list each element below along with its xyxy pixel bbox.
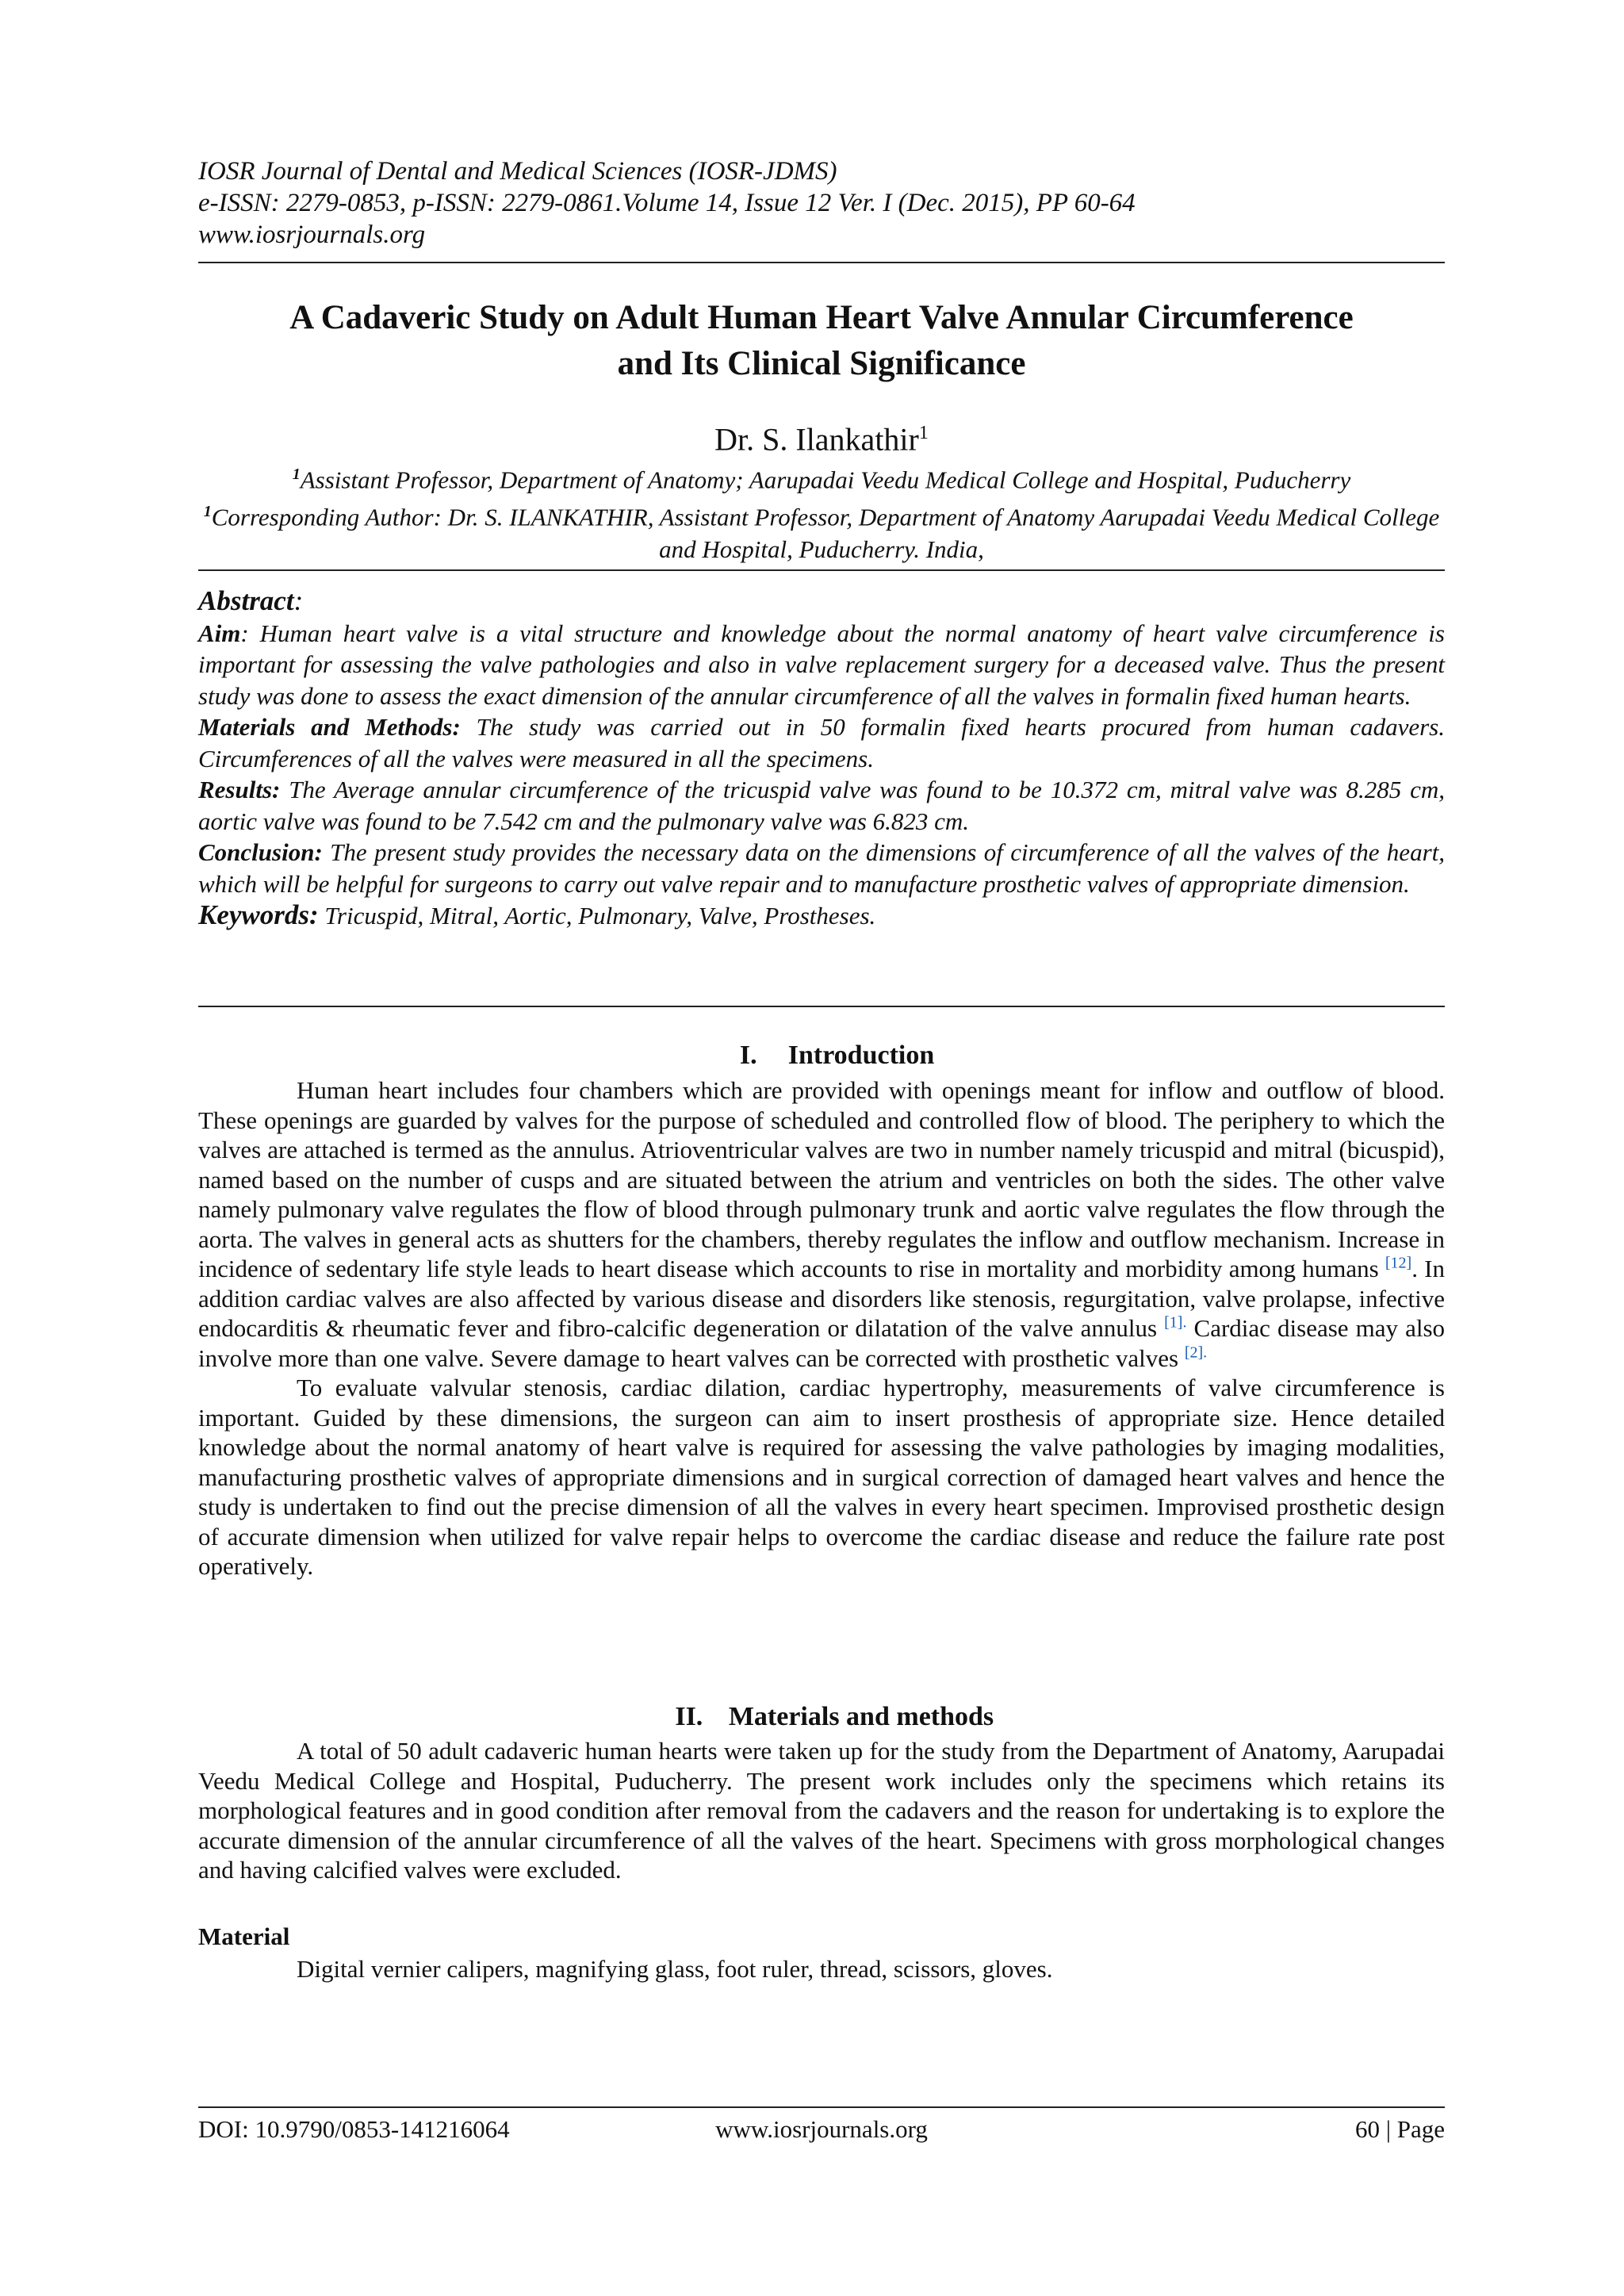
keywords-text: Tricuspid, Mitral, Aortic, Pulmonary, Valve, Prostheses. (318, 902, 876, 930)
intro-paragraph-1: Human heart includes four chambers which are provided with openings meant for inflow and outflow of blood. These openings are guarded by valves for the purpose of scheduled and controlled flow of blood. The periphery to which the valves are attached is termed as the annulus. Atrioventricular valves are two in number namely tricuspid and mitral (bicuspid), named based on the number of cusps and are situated between the atrium and ventricles on both the sides. The other valve namely pulmonary valve regulates the flow of blood through pulmonary trunk and aortic valve regulates the flow through the aorta. The valves in general acts as shutters for the chambers, thereby regulates the inflow and outflow mechanism. Increase in incidence of sedentary life style leads to heart disease which accounts to rise in mortality and morbidity among humans [12]. In addition cardiac valves are also affected by various disease and disorders like stenosis, regurgitation, valve prolapse, infective endocarditis & rheumatic fever and fibro-calcific degeneration or dilatation of the valve annulus $^{[1].}$ Cardiac disease may also involve more than one valve. Severe damage to heart valves can be corrected with prosthetic valves $^{[2].}$ (198, 1076, 1446, 1372)
methods-number: II. (675, 1702, 703, 1731)
affiliation-2-superscript: 1 (203, 503, 212, 521)
methods-title: Materials and methods (728, 1702, 994, 1731)
intro-number: I. (739, 1041, 757, 1070)
author-name (198, 414, 1445, 458)
material-heading: Material (198, 1922, 290, 1950)
author-name-text: Dr. S. Ilankathir (714, 421, 919, 458)
footer-rule (198, 2106, 1445, 2108)
keywords-label: Keywords: (198, 899, 319, 930)
author-affiliations (198, 458, 1445, 565)
footer-doi: DOI: 10.9790/0853-141216064 (198, 2115, 510, 2143)
intro-heading (198, 1040, 1445, 1071)
abstract-top-rule (198, 569, 1445, 571)
journal-issn: e-ISSN: 2279-0853, p-ISSN: 2279-0861.Volume 14, Issue 12 Ver. I (Dec. 2015), PP 60-64 (198, 189, 1136, 217)
conclusion-text: The present study provides the necessary data on the dimensions of circumference of all the valves of the heart, which will be helpful for surgeons to carry out valve repair and to manufacture prosthetic valves of appropriate dimension. (198, 838, 1445, 898)
abstract-heading: Abstract (198, 585, 294, 616)
citation-2[interactable]: [2]. (1184, 1343, 1208, 1362)
results-label: Results: (198, 776, 281, 803)
abstract-keywords (198, 899, 1445, 932)
header-rule (198, 262, 1445, 263)
aim-label: Aim (198, 619, 241, 647)
author-superscript: 1 (918, 423, 929, 443)
abstract-bottom-rule (198, 1006, 1445, 1007)
intro-paragraph-2: To evaluate valvular stenosis, cardiac dilation, cardiac hypertrophy, measurements of valve circumference is important. Guided by these dimensions, the surgeon can aim to insert prosthesis of appropriate size. Hence detailed knowledge about the normal anatomy of heart valve is required for assessing the valve pathologies by imaging modalities, manufacturing prosthetic valves of appropriate dimensions and in surgical correction of damaged heart valves and hence the study is undertaken to find out the precise dimension of all the valves in every heart specimen. Improvised prosthetic design of accurate dimension when utilized for valve repair helps to overcome the cardiac disease and reduce the failure rate post operatively. (198, 1374, 1445, 1580)
methods-paragraph-1: A total of 50 adult cadaveric human hearts were taken up for the study from the Department of Anatomy, Aarupadai Veedu Medical College and Hospital, Puducherry. The present work includes only the specimens which retains its morphological features and in good condition after removal from the cadavers and the reason for undertaking is to explore the accurate dimension of the annular circumference of all the valves of the heart. Specimens with gross morphological changes and having calcified valves were excluded. (198, 1737, 1445, 1884)
abstract-heading-line: Abstract: (198, 585, 304, 616)
affiliation-1 (198, 458, 1445, 496)
citation-1[interactable]: [1]. (1164, 1313, 1187, 1332)
methods-heading (198, 1701, 1445, 1733)
title-line-2: and Its Clinical Significance (617, 345, 1026, 382)
affiliation-2 (198, 496, 1445, 565)
methods-text: The study was carried out in 50 formalin fixed hearts procured from human cadavers. Circumferences of all the valves were measured in all the specimens. (198, 713, 1445, 772)
abstract-aim (198, 618, 1445, 712)
abstract-conclusion (198, 837, 1445, 899)
material-list: Digital vernier calipers, magnifying glass, foot ruler, thread, scissors, gloves. (297, 1955, 1053, 1983)
journal-website: www.iosrjournals.org (198, 220, 426, 249)
intro-body (198, 1075, 1445, 1581)
conclusion-label: Conclusion: (198, 838, 323, 866)
abstract-results (198, 774, 1445, 837)
methods-label: Materials and Methods: (198, 713, 461, 741)
affiliation-1-text: Assistant Professor, Department of Anatomy; Aarupadai Veedu Medical College and Hospital, Puducherry (300, 466, 1351, 494)
affiliation-1-superscript: 1 (292, 466, 301, 483)
intro-title: Introduction (787, 1041, 935, 1070)
affiliation-2-text: Corresponding Author: Dr. S. ILANKATHIR, Assistant Professor, Department of Anatomy Aarupadai Veedu Medical College and Hospital, Puducherry. India, (211, 503, 1440, 563)
title-line-1: A Cadaveric Study on Adult Human Heart Valve Annular Circumference (289, 299, 1354, 336)
footer-page-number: 60 | Page (1355, 2115, 1445, 2143)
citation-12[interactable]: [12] (1385, 1254, 1412, 1272)
methods-body (198, 1736, 1445, 1885)
abstract-block (198, 585, 1445, 932)
paper-title (198, 295, 1445, 387)
journal-header (198, 155, 1445, 251)
results-text: The Average annular circumference of the tricuspid valve was found to be 10.372 cm, mitral valve was 8.285 cm, aortic valve was found to be 7.542 cm and the pulmonary valve was 6.823 cm. (198, 776, 1445, 835)
aim-text: : Human heart valve is a vital structure and knowledge about the normal anatomy of heart valve circumference is important for assessing the valve pathologies and also in valve replacement surgery for a deceased valve. Thus the present study was done to assess the exact dimension of the annular circumference of all the valves in formalin fixed human hearts. (198, 619, 1445, 710)
footer-website: www.iosrjournals.org (715, 2115, 928, 2143)
journal-name: IOSR Journal of Dental and Medical Sciences (IOSR-JDMS) (198, 157, 837, 186)
abstract-methods (198, 711, 1445, 774)
